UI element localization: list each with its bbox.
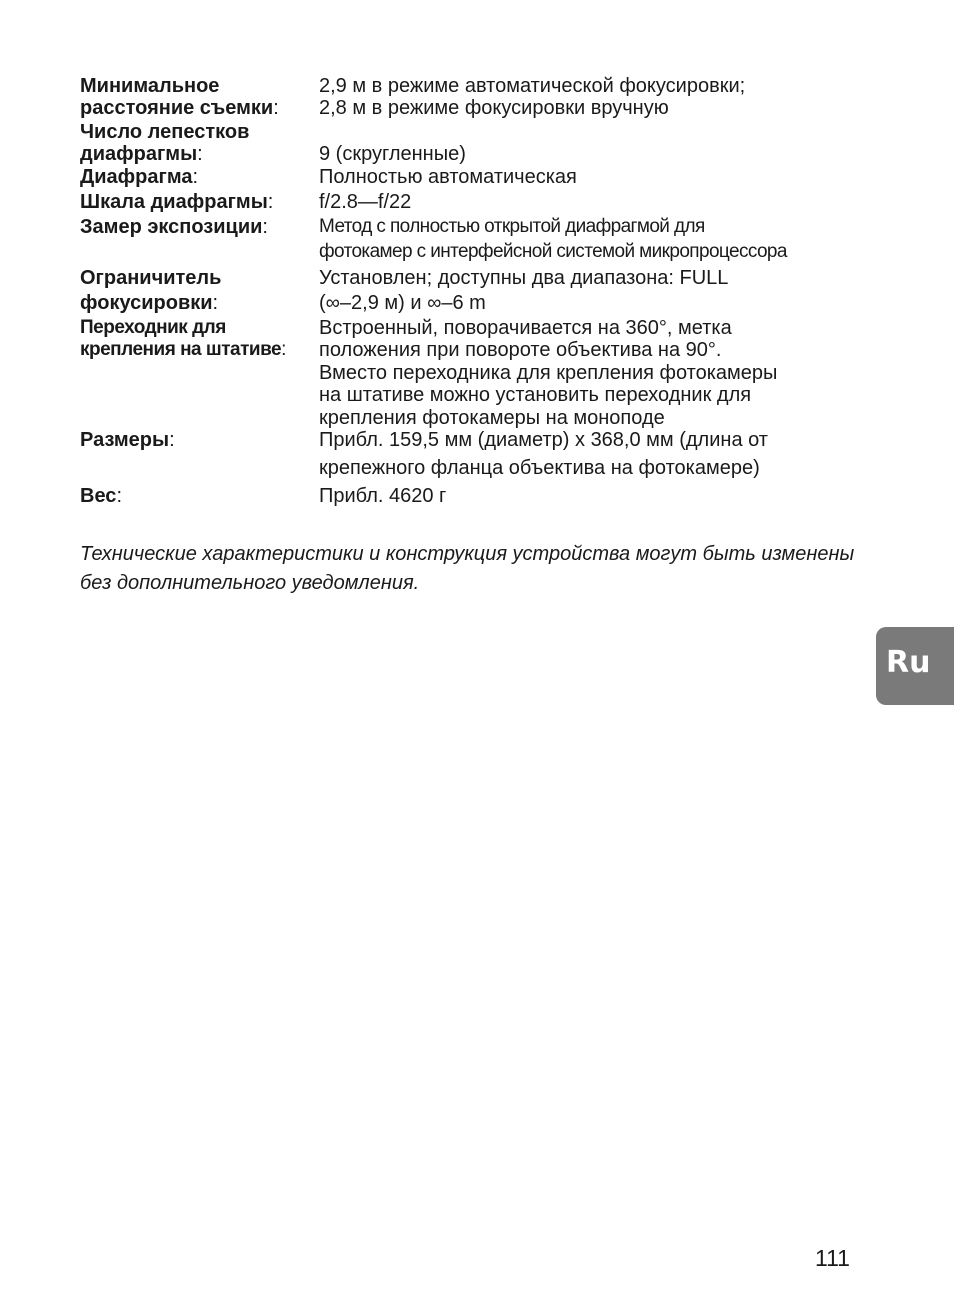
spec-value-tripod-3: Вместо переходника для крепления фотокамеры xyxy=(319,362,778,384)
spec-label-aperture-scale: Шкала диафрагмы: xyxy=(80,191,274,213)
language-tab-label: Ru xyxy=(886,645,931,680)
spec-value-aperture-scale: f/2.8—f/22 xyxy=(319,191,412,213)
page-number: 111 xyxy=(815,1245,850,1271)
spec-value-metering-2: фотокамер с интерфейсной системой микропроцессора xyxy=(319,241,787,262)
spec-label-dimensions: Размеры: xyxy=(80,429,175,451)
spec-value-tripod-2: положения при повороте объектива на 90°. xyxy=(319,339,722,361)
spec-value-tripod-5: крепления фотокамеры на моноподе xyxy=(319,407,665,429)
spec-label-metering: Замер экспозиции: xyxy=(80,216,268,238)
spec-label-blades-2: диафрагмы: xyxy=(80,143,203,165)
spec-label-tripod-2: крепления на штативе: xyxy=(80,339,286,360)
spec-value-tripod: Встроенный, поворачивается на 360°, метка xyxy=(319,317,732,339)
spec-value-blades: 9 (скругленные) xyxy=(319,143,466,165)
spec-label-weight: Вес: xyxy=(80,485,122,507)
spec-label-min-distance-2: расстояние съемки: xyxy=(80,97,279,119)
spec-value-focus-limit: Установлен; доступны два диапазона: FULL xyxy=(319,267,729,289)
spec-label-tripod: Переходник для xyxy=(80,317,226,338)
spec-value-weight: Прибл. 4620 г xyxy=(319,485,447,507)
spec-value-aperture: Полностью автоматическая xyxy=(319,166,577,188)
language-tab xyxy=(876,627,954,705)
spec-label-focus-limit-2: фокусировки: xyxy=(80,292,219,314)
spec-label-focus-limit: Ограничитель xyxy=(80,267,222,289)
spec-value-min-distance: 2,9 м в режиме автоматической фокусировки; xyxy=(319,75,746,97)
spec-label-min-distance: Минимальное xyxy=(80,75,220,97)
spec-value-tripod-4: на штативе можно установить переходник для xyxy=(319,384,752,406)
spec-label-aperture: Диафрагма: xyxy=(80,166,199,188)
spec-label-blades: Число лепестков xyxy=(80,121,250,143)
spec-value-min-distance-2: 2,8 м в режиме фокусировки вручную xyxy=(319,97,669,119)
spec-value-focus-limit-2: (∞–2,9 м) и ∞–6 m xyxy=(319,292,486,314)
spec-value-dimensions: Прибл. 159,5 мм (диаметр) x 368,0 мм (длина от xyxy=(319,429,768,451)
spec-value-dimensions-2: крепежного фланца объектива на фотокамере) xyxy=(319,457,760,479)
specs-change-note: Технические характеристики и конструкция устройства могут быть изменены без дополнительного уведомления. xyxy=(80,543,855,594)
spec-value-metering: Метод с полностью открытой диафрагмой для xyxy=(319,216,705,237)
